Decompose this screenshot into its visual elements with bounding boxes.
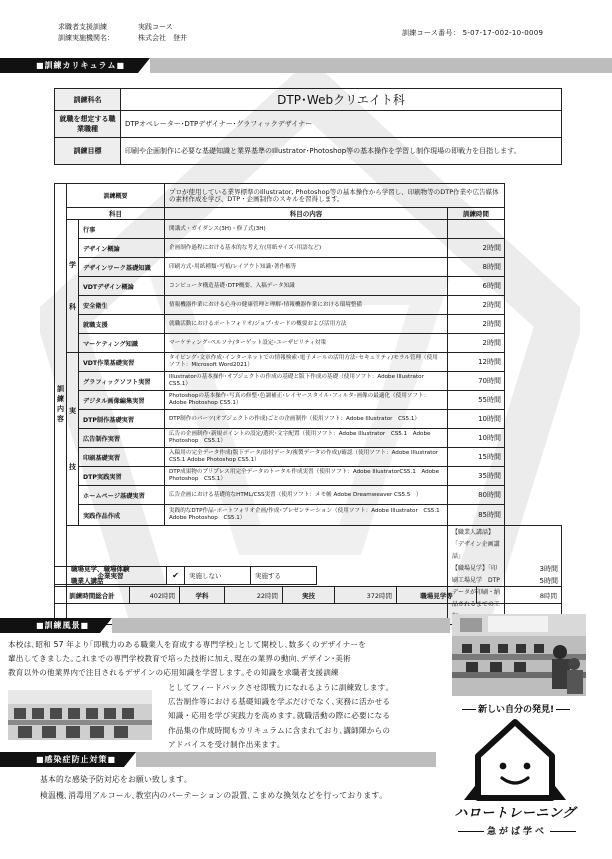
content-cell: 就職活動におけるポートフォリオ/ジョブ･カードの概要および活用方法 [165, 315, 448, 334]
goal-label: 訓練目標 [55, 138, 121, 165]
program-label: 求職者支援訓練 [58, 23, 107, 31]
head-content: 科目の内容 [165, 208, 448, 220]
scene-text-bottom: としてフィードバックさせ即戦力になれるように訓練致します｡ 広告制作等における基礎知識を学ぶだけでなく､実務に活かせる 知識・応用を学び実践力を高めます｡就職活動の際に必要になる 作品集の作成時間もカリキュラムに含まれており､講師陣からの アドバイスを受け制作出来ます｡ [168, 683, 391, 749]
table-row [55, 220, 562, 239]
subject-cell: マーケティング知識 [79, 334, 165, 353]
head-hours: 訓練時間 [448, 208, 505, 220]
section-infection-title: ■感染症防止対策■ [0, 752, 124, 767]
subject-cell: 安全衛生 [79, 296, 165, 315]
category-jitsu: 実 技 [67, 353, 79, 526]
hours-cell: 70時間 [448, 372, 505, 391]
section-infection [0, 752, 440, 767]
scene-text-top: 本校は､昭和 57 年より｢即戦力のある職業人を育成する専門学校｣として開校し､数多くのデザイナーを 輩出してきました｡これまでの専門学校教育で培った技術に加え､現在の業界の動向､デザイン･美術 教育以外の他業界内で注目されるデザインの応用知識を学習します｡その知識を求職者支援訓練 [8, 640, 367, 678]
totals-table [54, 566, 562, 585]
table-row [55, 486, 562, 505]
hours-cell: 55時間 [448, 391, 505, 410]
subject-cell: 実践作品作成 [79, 505, 165, 526]
hours-cell: 2時間 [448, 239, 505, 258]
head-subject: 科目 [67, 208, 165, 220]
content-cell: DTP制作のパーツ(オブジェクトの作成)ごとの企画制作（使用ソフト：Adobe Illustrator CS5.1） [165, 410, 448, 429]
content-cell: タイピング･文章作成･インターネットでの情報検索･電子メールの活用方法･セキュリティ/モラル管理（使用ソフト：Microsoft Word2021） [165, 353, 448, 372]
subject-cell: DTP実践実習 [79, 467, 165, 486]
course-number: 訓練コース番号： 5-07-17-002-10-0009 [402, 29, 544, 37]
brand-name: ハロートレーニング [454, 806, 576, 821]
hours-cell: 2時間 [448, 315, 505, 334]
table-row [55, 429, 562, 448]
course-name-label: 訓練科名 [55, 89, 121, 111]
intern-label: 企業実習 [55, 567, 167, 585]
gaku-label: 学科 [180, 587, 225, 604]
content-cell: 情報機器作業における心身の健康管理と理解･情報機器作業における環境整備 [165, 296, 448, 315]
subject-cell: デザイン概論 [79, 239, 165, 258]
subject-cell: グラフィックソフト実習 [79, 372, 165, 391]
intern-yes: 実施する [251, 567, 317, 585]
subject-cell: VDTデザイン概論 [79, 277, 165, 296]
content-cell: 印刷方式･用紙種類･写植/レイアウト知識･著作権等 [165, 258, 448, 277]
visit-value: 8時間 [477, 587, 562, 604]
content-cell: 企画制作過程における基本的な考え方(用紙サイズ･用語など) [165, 239, 448, 258]
classroom-photo [452, 614, 586, 696]
jitsu-label: 実技 [283, 587, 335, 604]
table-row [55, 296, 562, 315]
overview-table [54, 88, 562, 165]
subject-cell: ホームページ基礎実習 [79, 486, 165, 505]
program-value: 実践コース [138, 23, 173, 31]
hours-total-table [54, 586, 562, 604]
computer-lab-photo [8, 690, 152, 740]
hours-cell: 80時間 [448, 486, 505, 505]
table-row [55, 277, 562, 296]
header-info [58, 22, 187, 44]
summary-text: プロが使用している業界標準のIllustrator, Photoshop等の基本操作から学習し、印刷物等のDTP作業や広告媒体の素材作成を学び、DTP・企画制作のスキルを習得します。 [165, 184, 505, 208]
category-gaku: 学 科 [67, 220, 79, 353]
org-value: 株式会社 登井 [138, 34, 187, 42]
visit-label: 職場見学等 [397, 587, 477, 604]
hours-cell: 2時間 [448, 296, 505, 315]
hours-cell [448, 220, 505, 239]
subject-cell: 就職支援 [79, 315, 165, 334]
hours-cell: 10時間 [448, 410, 505, 429]
content-cell: 開講式・ガイダンス(3H)・修了式(3H) [165, 220, 448, 239]
table-row [55, 391, 562, 410]
goal-value: 印刷や企画制作に必要な基礎知識と業界基準のIllustrator･Photoshop等の基本操作を学習し制作現場の即戦力を目指します。 [121, 138, 562, 165]
subject-cell: デジタル画像編集実習 [79, 391, 165, 410]
subject-cell: 広告制作実習 [79, 429, 165, 448]
table-row [55, 315, 562, 334]
course-name: DTP･Webクリエイト科 [121, 89, 562, 111]
table-row [55, 372, 562, 391]
total-label: 訓練時間総合計 [55, 587, 130, 604]
field-hours: 3時間 5時間 [505, 526, 562, 625]
subject-cell: 印刷基礎実習 [79, 448, 165, 467]
jitsu-value: 372時間 [335, 587, 397, 604]
section-curriculum [0, 58, 612, 73]
section-scene-title: ■訓練風景■ [0, 618, 100, 633]
content-cell: 実践的なDTP作品･ポートフォリオ企画/作成･プレゼンテーション（使用ソフト：Adobe Illustrator CS5.1 Adobe Photoshop CS5.1） [165, 505, 448, 526]
hours-cell: 35時間 [448, 467, 505, 486]
content-cell: DTP成果物のプリプレス用完全データのトータル作成実習（使用ソフト：Adobe IllustratorCS5.1 Adobe Photoshop CS5.1） [165, 467, 448, 486]
table-row [55, 258, 562, 277]
hours-cell: 85時間 [448, 505, 505, 526]
content-cell: 広告の企画制作･新規ポイントの設定/選択･文字配置（使用ソフト：Adobe Illustrator CS5.1 Adobe Photoshop CS5.1） [165, 429, 448, 448]
field-contents: 【職業人講話】「デザイン企画講話」 【職場見学】「印刷工場見学 DTPデータが印刷・納品されるまでの工 [448, 526, 505, 625]
hours-cell: 15時間 [448, 448, 505, 467]
hours-cell: 12時間 [448, 353, 505, 372]
hours-cell: 2時間 [448, 334, 505, 353]
content-cell: 広告企画における基礎的なHTML/CSS実習（使用ソフト：メモ帳 Adobe Dreamweaver CS5.5 ） [165, 486, 448, 505]
table-row [55, 334, 562, 353]
infection-text: 基本的な感染予防対応をお願い致します｡ 検温機､消毒用アルコール､教室内のパーテーションの設置､こまめな換気などを行っております｡ [40, 775, 384, 800]
table-row [55, 353, 562, 372]
section-curriculum-title: ■訓練カリキュラム■ [0, 58, 138, 73]
content-cell: コンピュータ構造基礎･DTP概要、入稿データ知識 [165, 277, 448, 296]
content-cell: Illustratorの基本操作･オブジェクトの作成の基礎と版下作成の基礎（使用ソフト：Adobe Illustrator CS5.1） [165, 372, 448, 391]
subject-cell: DTP制作基礎実習 [79, 410, 165, 429]
content-cell: マーケティング･ペルソナ/ターゲット設定･ユーザビリティ対策 [165, 334, 448, 353]
intern-no: 実施しない [185, 567, 251, 585]
table-row [55, 467, 562, 486]
curriculum-table [54, 183, 562, 625]
hours-cell: 6時間 [448, 277, 505, 296]
hello-training-mascot-logo [450, 716, 580, 840]
total-value: 402時間 [130, 587, 180, 604]
subject-cell: デザインワーク基礎知識 [79, 258, 165, 277]
org-label: 訓練実施機関名： [58, 34, 114, 42]
side-label: 訓 練 内 容 [55, 184, 67, 625]
subject-cell: VDT作業基礎実習 [79, 353, 165, 372]
intern-check-icon: ✔ [167, 567, 185, 585]
summary-label: 訓練概要 [67, 184, 165, 208]
gaku-value: 22時間 [225, 587, 283, 604]
field-labels: 職場見学、職場体験 職業人講話 [67, 526, 448, 625]
table-row [55, 410, 562, 429]
table-row [55, 239, 562, 258]
content-cell: 入稿用の完全データ作成(版下データ/添付データ/複製データの作成)/確認（使用ソフト：Adobe Illustrator CS5.1 Adobe Photoshop CS5.1） [165, 448, 448, 467]
hours-cell: 10時間 [448, 429, 505, 448]
hours-cell: 8時間 [448, 258, 505, 277]
slogan: 新しい自分の発見! [446, 702, 586, 715]
table-row [55, 505, 562, 526]
content-cell: Photoshopの基本操作･写真の修整･色調補正･レイヤースタイル･フィルタ･画像の最適化（使用ソフト：Adobe Photoshop CS5.1） [165, 391, 448, 410]
table-row [55, 448, 562, 467]
jobs-value: DTPオペレーター･DTPデザイナー･グラフィックデザイナー [121, 111, 562, 138]
brand-tagline: 急がば学べ [444, 824, 590, 837]
jobs-label: 就職を想定する職業職種 [55, 111, 121, 138]
subject-cell: 行事 [79, 220, 165, 239]
